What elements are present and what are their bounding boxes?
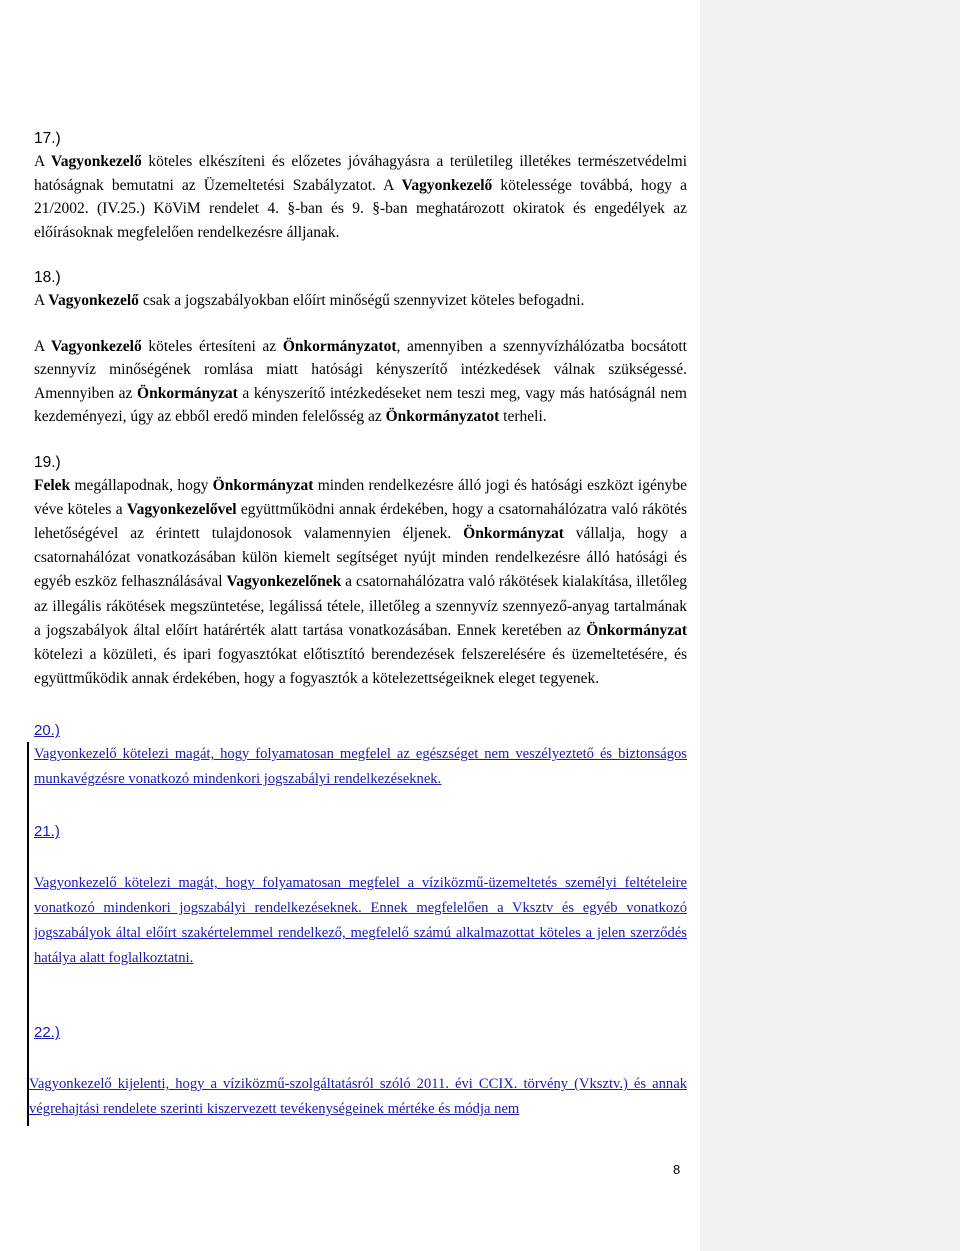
bold-term: Önkormányzat — [137, 384, 238, 402]
text-run: köteles értesíteni az — [141, 337, 283, 355]
section-20 — [34, 719, 687, 792]
text-run: csak a jogszabályokban előírt minőségű szennyvizet köteles befogadni. — [138, 292, 585, 309]
text-run: A — [34, 153, 51, 170]
section-22 — [29, 1021, 687, 1122]
text-run: A — [34, 337, 51, 355]
section-number: 19.) — [34, 453, 61, 471]
section-number: 22.) — [34, 1024, 60, 1042]
section-19 — [34, 451, 687, 692]
section-paragraph — [29, 1072, 687, 1122]
section-paragraph — [34, 150, 687, 244]
text-run: a csatornahálózatra való rákötések kialakítása, illetőleg az illegális rákötések megszüntetése, legálissá tétele, illetőleg a szennyvíz szennyező-anyag tartalmának a jogszabályok által előírt határérték alatt tartása vonatkozásában. Ennek keretében az — [34, 573, 687, 639]
section-number: 18.) — [34, 269, 61, 286]
bold-term: Vagyonkezelővel — [126, 500, 237, 518]
text-run: terheli. — [499, 408, 547, 425]
text-run: köteles elkészíteni és előzetes jóváhagyásra a területileg illetékes természetvédelmi hatóságnak bemutatni az Üzemeltetési Szabályzatot. A — [34, 153, 687, 194]
text-run: együttműködni annak érdekében, hogy a csatornahálózatra való rákötés lehetőségével az érintett tulajdonosok valamennyien éljenek. — [34, 500, 688, 542]
text-run: minden rendelkezésre álló jogi és hatósági eszközt igénybe véve köteles a — [34, 476, 687, 518]
bold-term: Felek — [34, 476, 71, 494]
text-run: A — [34, 292, 49, 309]
text-run: kötelessége továbbá, hogy a 21/2002. (IV.25.) KöViM rendelet 4. §-ban és 9. §-ban meghatározott okiratok és engedélyek az előírásoknak megfelelően rendelkezésre álljanak. — [34, 176, 687, 241]
bold-term: Önkormányzat — [212, 476, 314, 494]
section-21 — [34, 820, 687, 971]
text-run: , amennyiben a szennyvízhálózatba bocsátott szennyvíz minőségének romlása miatt hatósági kényszerítő intézkedések válnak szükségessé. Amennyiben az — [34, 337, 687, 402]
bold-term: Vagyonkezelő — [51, 337, 142, 355]
document-page — [29, 127, 688, 1122]
bold-term: Vagyonkezelő — [48, 292, 139, 309]
bold-term: Önkormányzat — [463, 524, 564, 542]
page-number: 8 — [673, 1162, 681, 1177]
bold-term: Vagyonkezelőnek — [226, 573, 342, 591]
bold-term: Vagyonkezelő — [401, 176, 493, 194]
bold-term: Vagyonkezelő — [51, 153, 142, 170]
revision-change-bar — [27, 742, 29, 1126]
section-paragraph — [34, 474, 687, 692]
section-number: 21.) — [34, 823, 60, 841]
text-run: megállapodnak, hogy — [70, 476, 213, 494]
comment-margin — [700, 0, 960, 1251]
bold-term: Önkormányzatot — [385, 408, 500, 425]
text-run: kötelezi a közületi, és ipari fogyasztókat előtisztító berendezések felszerelésére és üzemeltetésére, és együttműködik annak érdekében, hogy a fogyasztók a kötelezettségeiknek eleget tegyenek. — [34, 645, 687, 688]
section-paragraph — [34, 742, 687, 792]
text-run: vállalja, hogy a csatornahálózat vonatkozásában külön kiemelt segítséget nyújt minden rendelkezésre álló hatósági és egyéb eszköz felhasználásával — [34, 524, 687, 591]
section-17 — [34, 127, 687, 244]
bold-term: Önkormányzat — [586, 621, 687, 639]
section-18 — [34, 266, 687, 429]
section-number: 17.) — [34, 130, 61, 147]
text-run: Vagyonkezelő kijelenti, hogy a víziközmű-szolgáltatásról szóló 2011. évi CCIX. törvény (Vksztv.) és annak végrehajtási rendelete szerinti kiszervezett tevékenységeinek mértéke és módja nem — [29, 1076, 687, 1118]
text-run: Vagyonkezelő kötelezi magát, hogy folyamatosan megfelel az egészséget nem veszélyeztető és biztonságos munkavégzésre vonatkozó mindenkori jogszabályi rendelkezéseknek. — [34, 746, 687, 788]
section-number: 20.) — [34, 722, 60, 740]
text-run: Vagyonkezelő kötelezi magát, hogy folyamatosan megfelel a víziközmű-üzemeltetés személyi feltételeire vonatkozó mindenkori jogszabályi rendelkezéseknek. Ennek megfelelően a Vksztv és egyéb vonatkozó jogszabályok által előírt szakértelemmel rendelkező, megfelelő számú alkalmazottat köteles a jelen szerződés hatálya alatt foglalkoztatni. — [34, 875, 687, 967]
section-paragraph — [34, 871, 687, 971]
text-run: a kényszerítő intézkedéseket nem teszi meg, vagy más hatóságnál nem kezdeményezi, úgy az ebből eredő minden felelősség az — [34, 384, 687, 425]
section-paragraph — [34, 289, 687, 313]
bold-term: Önkormányzatot — [282, 337, 397, 355]
section-paragraph — [34, 335, 687, 429]
